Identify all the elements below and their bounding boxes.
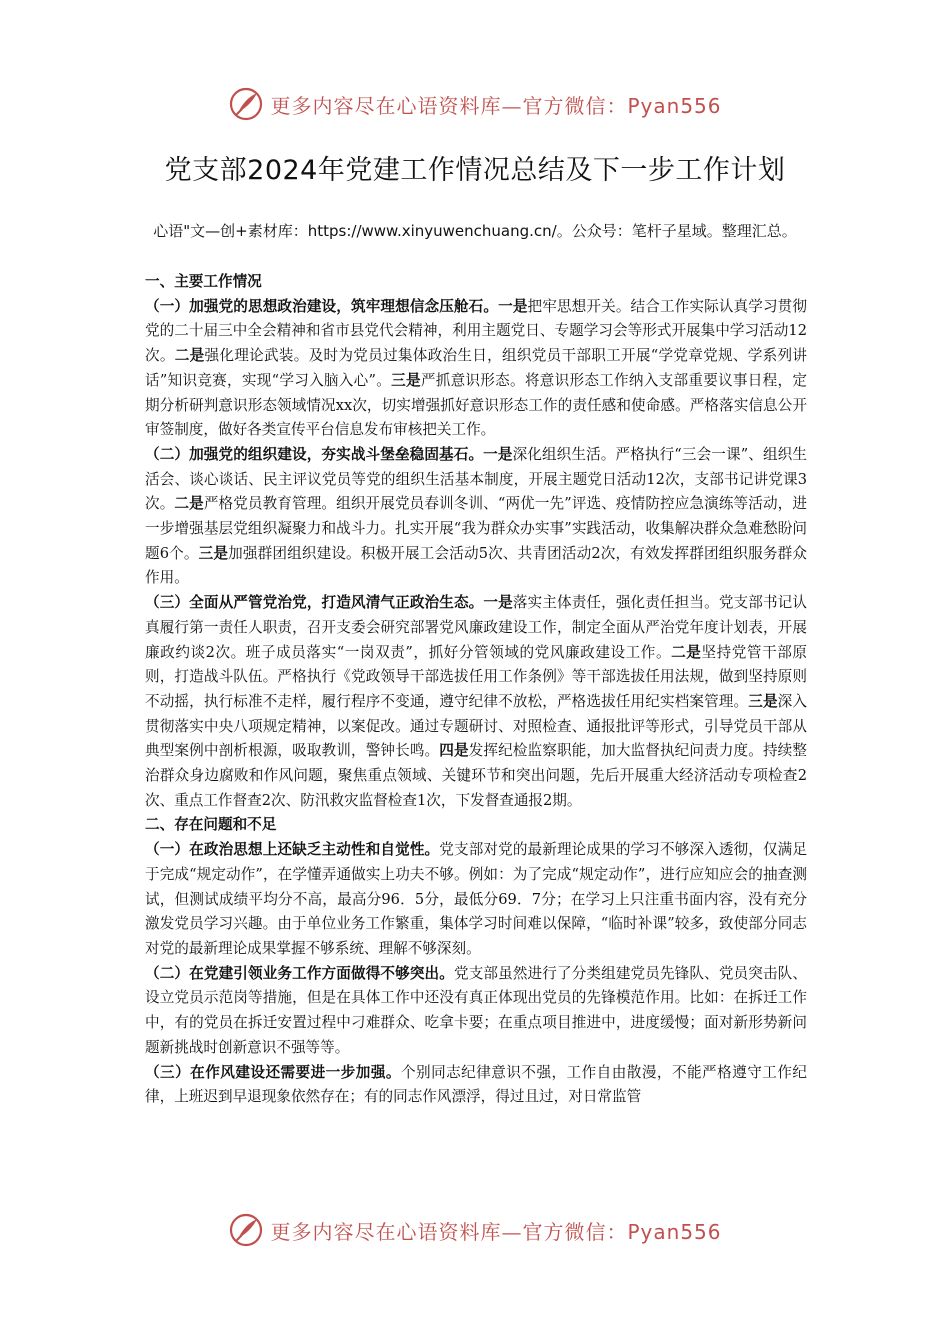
ordinal-marker: 三是 — [391, 371, 421, 389]
banner-text: 更多内容尽在心语资料库—官方微信：Pyan556 — [270, 1219, 722, 1244]
ordinal-marker: 一是 — [498, 297, 528, 315]
source-note: 心语"文—创+素材库：https://www.xinyuwenchuang.cn/。公众号：笔杆子星域。整理汇总。 — [153, 222, 797, 240]
header-watermark-banner — [0, 84, 950, 124]
paragraph-text: 发挥纪检监察职能，加大监督执纪问责力度。持续整治群众身边腐败和作风问题，聚焦重点领域、关键环节和突出问题，先后开展重大经济活动专项检查2次、重点工作督查2次、防汛救灾监督检查1次，下发督查通报2期。 — [145, 742, 807, 809]
paragraph-text: 个别同志纪律意识不强，工作自由散漫，不能严格遵守工作纪律，上班迟到早退现象依然存在；有的同志作风漂浮，得过且过，对日常监管 — [145, 1063, 807, 1106]
footer-watermark-banner — [0, 1210, 950, 1250]
document-body — [145, 270, 807, 1110]
body-paragraph — [145, 443, 807, 591]
ordinal-marker: 四是 — [439, 742, 469, 760]
ordinal-marker: 二是 — [174, 347, 205, 365]
body-paragraph — [145, 838, 807, 962]
paragraph-lead: （三）全面从严管党治党，打造风清气正政治生态。 — [145, 594, 484, 612]
paragraph-text: 深化组织生活。严格执行“三会一课”、组织生活会、谈心谈话、民主评议党员等党的组织生活基本制度，开展主题党日活动12次，支部书记讲党课3次。 — [145, 445, 807, 513]
paragraph-lead: （一）加强党的思想政治建设，筑牢理想信念压舱石。 — [145, 297, 499, 315]
paragraph-text: 落实主体责任，强化责任担当。党支部书记认真履行第一责任人职责，召开支委会研究部署党风廉政建设工作，制定全面从严治党年度计划表，开展廉政约谈2次。班子成员落实“一岗双责”，抓好分管领域的党风廉政建设工作。 — [145, 594, 807, 661]
body-paragraph — [145, 591, 807, 813]
ordinal-marker: 二是 — [671, 643, 702, 661]
ordinal-marker: 一是 — [483, 445, 513, 463]
paragraph-lead: （二）在党建引领业务工作方面做得不够突出。 — [145, 964, 454, 982]
paragraph-text: 加强群团组织建设。积极开展工会活动5次、共青团活动2次，有效发挥群团组织服务群众作用。 — [145, 544, 807, 587]
paragraph-lead: （一）在政治思想上还缺乏主动性和自觉性。 — [145, 841, 440, 859]
paragraph-text: 坚持党管干部原则，打造战斗队伍。严格执行《党政领导干部选拔任用工作条例》等干部选拔任用法规，做到坚持原则不动摇，执行标准不走样，履行程序不变通，遵守纪律不放松，严格选拔任用纪实档案管理。 — [145, 643, 807, 710]
ordinal-marker: 三是 — [748, 692, 778, 710]
ordinal-marker: 三是 — [198, 544, 229, 562]
feather-pen-logo-icon — [228, 1212, 264, 1248]
body-paragraph — [145, 295, 807, 443]
feather-pen-logo-icon — [228, 86, 264, 122]
paragraph-text: 强化理论武装。及时为党员过集体政治生日，组织党员干部职工开展“学党章党规、学系列讲话”知识竞赛，实现“学习入脑入心”。 — [145, 347, 807, 389]
paragraph-text: 党支部对党的最新理论成果的学习不够深入透彻，仅满足于完成“规定动作”，在学懂弄通做实上功夫不够。例如：为了完成“规定动作”，进行应知应会的抽查测试，但测试成绩平均分不高，最高分96．5分，最低分69．7分；在学习上只注重书面内容，没有充分激发党员学习兴趣。由于单位业务工作繁重，集体学习时间难以保障，“临时补课”较多，致使部分同志对党的最新理论成果掌握不够系统、理解不够深刻。 — [145, 841, 807, 957]
body-paragraph — [145, 1061, 807, 1110]
body-paragraph — [145, 962, 807, 1061]
paragraph-text: 严抓意识形态。将意识形态工作纳入支部重要议事日程，定期分析研判意识形态领域情况xx次，切实增强抓好意识形态工作的责任感和使命感。严格落实信息公开审签制度，做好各类宣传平台信息发布审核把关工作。 — [145, 371, 807, 439]
paragraph-text: 党支部虽然进行了分类组建党员先锋队、党员突击队、设立党员示范岗等措施，但是在具体工作中还没有真正体现出党员的先锋模范作用。比如：在拆迁工作中，有的党员在拆迁安置过程中刁难群众、吃拿卡要；在重点项目推进中，进度缓慢；面对新形势新问题新挑战时创新意识不强等等。 — [145, 964, 807, 1056]
paragraph-text: 严格党员教育管理。组织开展党员春训冬训、“两优一先”评选、疫情防控应急演练等活动，进一步增强基层党组织凝聚力和战斗力。扎实开展“我为群众办实事”实践活动，收集解决群众急难愁盼问题6个。 — [145, 495, 807, 562]
section-heading: 二、存在问题和不足 — [145, 816, 277, 834]
ordinal-marker: 二是 — [174, 495, 204, 513]
paragraph-lead: （三）在作风建设还需要进一步加强。 — [145, 1063, 401, 1081]
paragraph-text: 深入贯彻落实中央八项规定精神，以案促改。通过专题研讨、对照检查、通报批评等形式，引导党员干部从典型案例中剖析根源，吸取教训，警钟长鸣。 — [145, 692, 807, 760]
section-heading: 一、主要工作情况 — [145, 273, 262, 290]
banner-text: 更多内容尽在心语资料库—官方微信：Pyan556 — [270, 93, 722, 118]
ordinal-marker: 一是 — [483, 594, 513, 612]
document-title: 党支部2024年党建工作情况总结及下一步工作计划 — [164, 155, 786, 186]
paragraph-text: 把牢思想开关。结合工作实际认真学习贯彻党的二十届三中全会精神和省市县党代会精神，利用主题党日、专题学习会等形式开展集中学习活动12次。 — [145, 297, 807, 365]
paragraph-lead: （二）加强党的组织建设，夯实战斗堡垒稳固基石。 — [145, 445, 484, 463]
